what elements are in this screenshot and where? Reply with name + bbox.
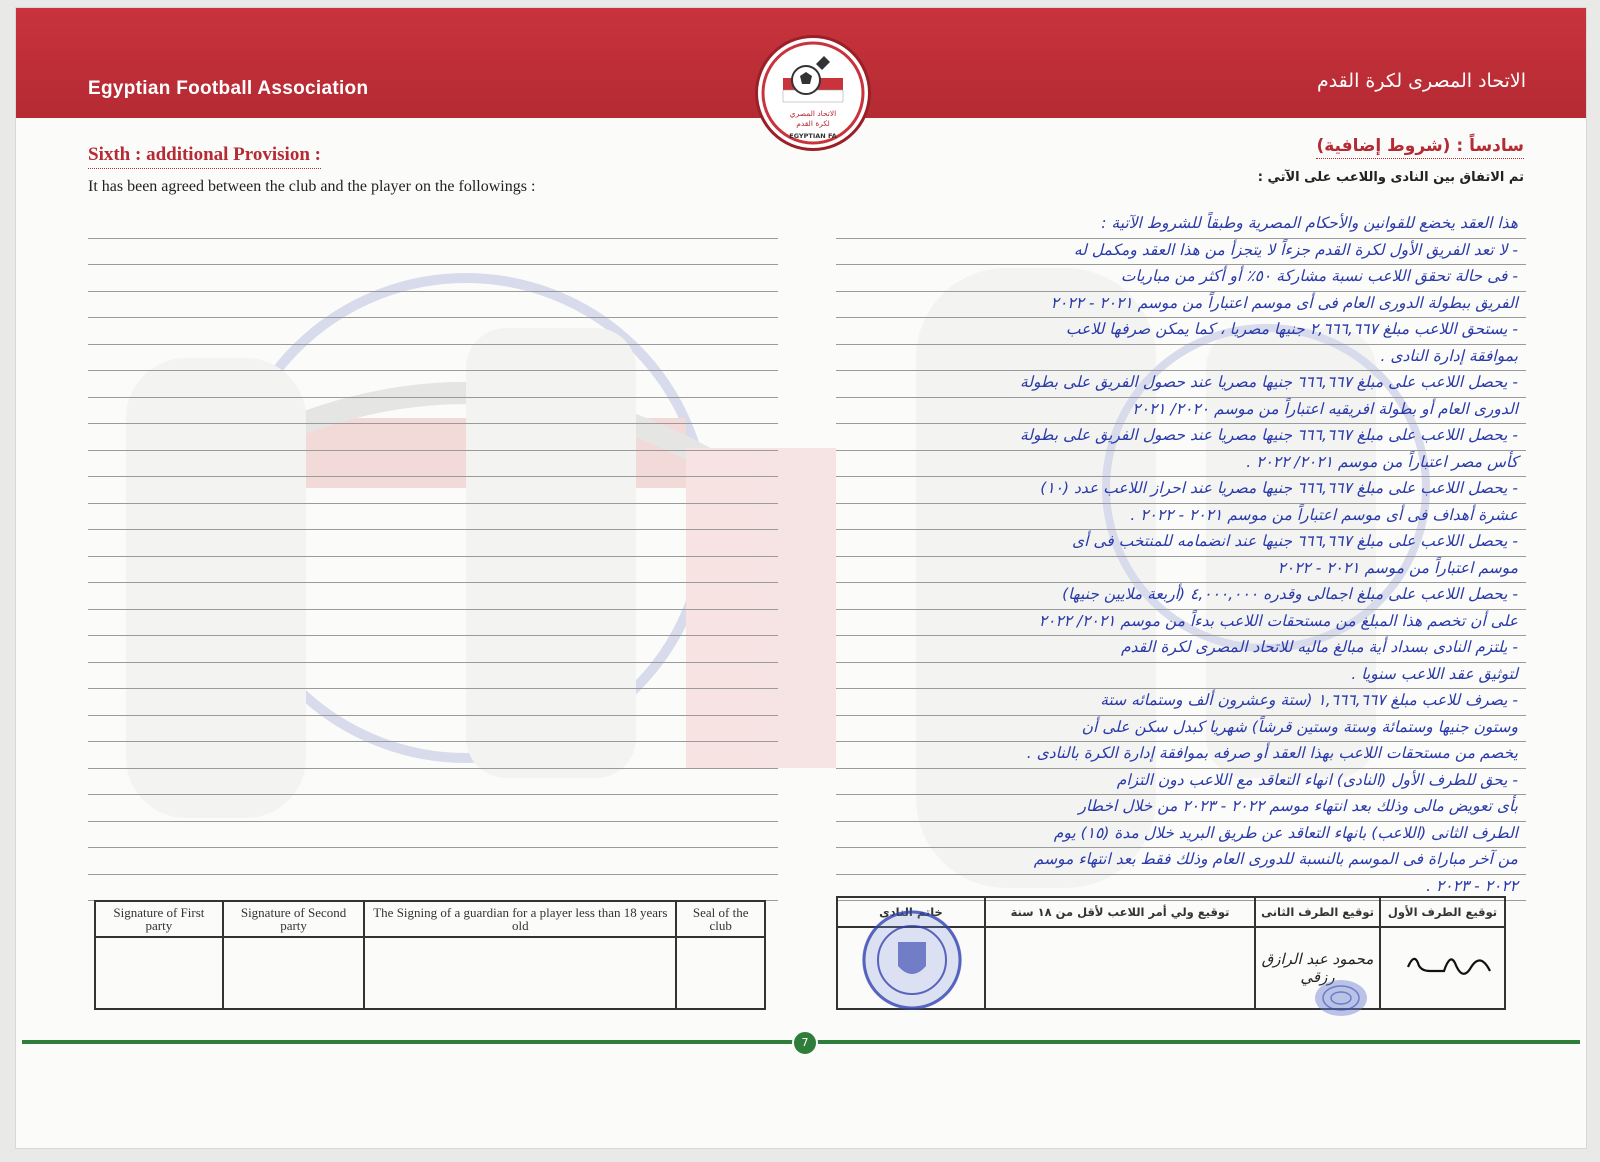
header-title-ar: الاتحاد المصرى لكرة القدم — [1316, 70, 1526, 92]
handwritten-line: - يحصل اللاعب على مبلغ ٦٦٦,٦٦٧ جنيها مصريا عند حصول الفريق على بطولة — [836, 371, 1526, 398]
handwritten-line: بأى تعويض مالى وذلك بعد انتهاء موسم ٢٠٢٢ - ٢٠٢٣ من خلال اخطار — [836, 795, 1526, 822]
sig-cell-guardian-ar[interactable] — [985, 927, 1255, 1009]
handwritten-line: الدورى العام أو بطولة افريقيه اعتباراً من موسم ٢٠٢٠/ ٢٠٢١ — [836, 398, 1526, 425]
sig-header-second-party: Signature of Second party — [223, 901, 365, 937]
sig-cell-second-party-ar[interactable] — [1255, 927, 1380, 1009]
page-number: 7 — [792, 1030, 818, 1056]
header-title-en: Egyptian Football Association — [88, 78, 369, 99]
svg-text:الاتحاد المصري: الاتحاد المصري — [789, 109, 837, 118]
sig-cell-guardian[interactable] — [364, 937, 676, 1009]
handwritten-line: - يحصل اللاعب على مبلغ ٦٦٦,٦٦٧ جنيها مصريا عند حصول الفريق على بطولة — [836, 424, 1526, 451]
svg-text:لكرة القدم: لكرة القدم — [796, 119, 830, 128]
section-title-en: Sixth : additional Provision : — [88, 144, 321, 169]
sig-header-first-party-ar: توقيع الطرف الأول — [1380, 897, 1505, 927]
handwritten-provisions — [836, 212, 1526, 901]
sig-cell-club-seal[interactable] — [676, 937, 765, 1009]
contract-page — [16, 8, 1586, 1148]
sig-header-second-party-ar: توقيع الطرف الثانى — [1255, 897, 1380, 927]
signature-table-ar — [836, 896, 1506, 1010]
handwritten-line: - يحصل اللاعب على مبلغ اجمالى وقدره ٤,٠٠٠,٠٠٠ (أربعة ملايين جنيها) — [836, 583, 1526, 610]
sig-header-guardian: The Signing of a guardian for a player less than 18 years old — [364, 901, 676, 937]
handwritten-line: الطرف الثانى (اللاعب) بانهاء التعاقد عن طريق البريد خلال مدة (١٥) يوم — [836, 822, 1526, 849]
efa-logo — [758, 38, 868, 148]
handwritten-line: لتوثيق عقد اللاعب سنويا . — [836, 663, 1526, 690]
section-intro-ar: تم الاتفاق بين النادى واللاعب على الآتي : — [1257, 170, 1524, 185]
handwritten-line: هذا العقد يخضع للقوانين والأحكام المصرية وطبقاً للشروط الآتية : — [836, 212, 1526, 239]
sig-cell-second-party[interactable] — [223, 937, 365, 1009]
handwritten-line: على أن تخصم هذا المبلغ من مستحقات اللاعب بدءاً من موسم ٢٠٢١/ ٢٠٢٢ — [836, 610, 1526, 637]
handwritten-line: - يلتزم النادى بسداد أية مبالغ ماليه للاتحاد المصرى لكرة القدم — [836, 636, 1526, 663]
blank-lines-en — [88, 212, 778, 901]
first-party-signature-icon — [1400, 941, 1500, 991]
handwritten-line: - يصرف للاعب مبلغ ١,٦٦٦,٦٦٧ (ستة وعشرون ألف وستمائه ستة — [836, 689, 1526, 716]
handwritten-line: عشرة أهداف فى أى موسم اعتباراً من موسم ٢٠٢١ - ٢٠٢٢ . — [836, 504, 1526, 531]
handwritten-line: - يستحق اللاعب مبلغ ٢,٦٦٦,٦٦٧ جنيها مصريا ، كما يمكن صرفها للاعب — [836, 318, 1526, 345]
signature-table-en — [94, 900, 766, 1010]
handwritten-line: - يحصل اللاعب على مبلغ ٦٦٦,٦٦٧ جنيها مصريا عند احراز اللاعب عدد (١٠) — [836, 477, 1526, 504]
section-title-ar: سادساً : (شروط إضافية) — [1316, 136, 1524, 159]
sig-header-first-party: Signature of First party — [95, 901, 223, 937]
section-intro-en: It has been agreed between the club and the player on the followings : — [88, 178, 536, 195]
sig-header-club-seal: Seal of the club — [676, 901, 765, 937]
handwritten-line: وستون جنيها وستمائة وستة وستين قرشاً) شهريا كبدل سكن على أن — [836, 716, 1526, 743]
club-seal-icon — [842, 902, 972, 1012]
sig-header-club-seal-ar: خاتم النادى — [837, 897, 985, 927]
handwritten-line: - يحصل اللاعب على مبلغ ٦٦٦,٦٦٧ جنيها عند انضمامه للمنتخب فى أى — [836, 530, 1526, 557]
sig-cell-first-party-ar[interactable] — [1380, 927, 1505, 1009]
handwritten-line: من آخر مباراة فى الموسم بالنسبة للدورى العام وذلك فقط بعد انتهاء موسم — [836, 848, 1526, 875]
handwritten-line: - لا تعد الفريق الأول لكرة القدم جزءاً لا يتجزأ من هذا العقد ومكمل له — [836, 239, 1526, 266]
handwritten-line: - يحق للطرف الأول (النادى) انهاء التعاقد مع اللاعب دون التزام — [836, 769, 1526, 796]
sig-cell-first-party[interactable] — [95, 937, 223, 1009]
second-party-signature: محمود عبد الرازق رزقي — [1261, 950, 1374, 986]
handwritten-line: - فى حالة تحقق اللاعب نسبة مشاركة ٥٠٪ أو أكثر من مباريات — [836, 265, 1526, 292]
fingerprint-icon — [1311, 978, 1371, 1018]
handwritten-line: ٢٠٢٢ - ٢٠٢٣ . — [836, 875, 1526, 902]
handwritten-line: موسم اعتباراً من موسم ٢٠٢١ - ٢٠٢٢ — [836, 557, 1526, 584]
handwritten-line: الفريق ببطولة الدورى العام فى أى موسم اعتباراً من موسم ٢٠٢١ - ٢٠٢٢ — [836, 292, 1526, 319]
svg-text:EGYPTIAN FA: EGYPTIAN FA — [789, 132, 837, 140]
handwritten-line: كأس مصر اعتباراً من موسم ٢٠٢١/ ٢٠٢٢ . — [836, 451, 1526, 478]
sig-header-guardian-ar: توقيع ولي أمر اللاعب لأقل من ١٨ سنة — [985, 897, 1255, 927]
sig-cell-club-seal-ar[interactable] — [837, 927, 985, 1009]
handwritten-line: يخصم من مستحقات اللاعب بهذا العقد أو صرفه بموافقة إدارة الكرة بالنادى . — [836, 742, 1526, 769]
handwritten-line: بموافقة إدارة النادى . — [836, 345, 1526, 372]
